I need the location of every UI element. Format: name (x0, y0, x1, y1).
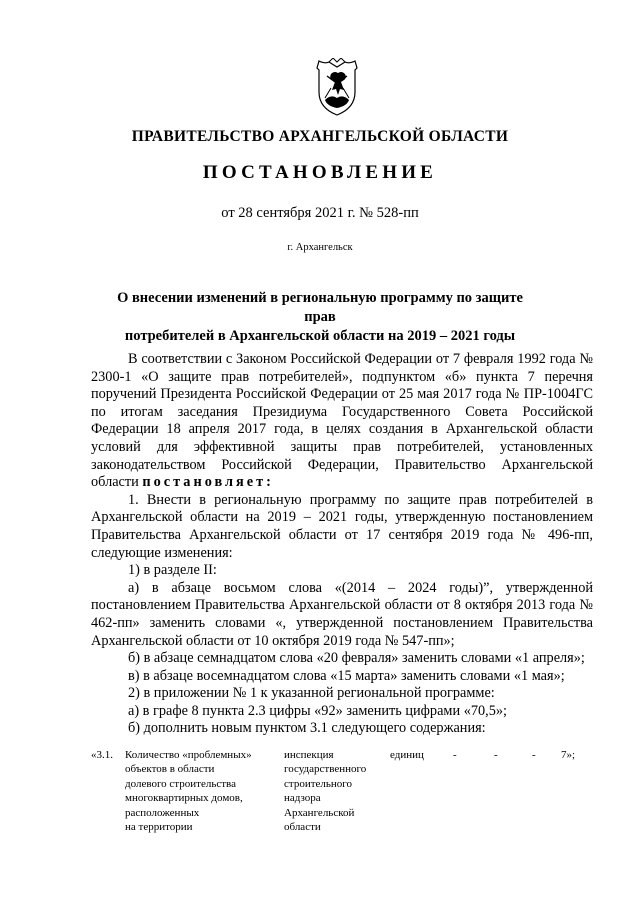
paragraph-sub-a: а) в абзаце восьмом слова «(2014 – 2024 годы)”, утвержденной постановлением Правительства Архангельской области от 8 октября 2013 года № 462-пп» заменить словами «, утвержденной постановлением Правительства Архангельской области от 10 октября 2019 года № 547-пп»; (91, 579, 593, 649)
responsible-line: области (284, 821, 321, 834)
document-title (100, 289, 540, 346)
indicator-name-line: долевого строительства (125, 777, 236, 790)
coat-of-arms-icon (313, 58, 361, 118)
indicator-name (125, 748, 285, 834)
paragraph-item-1: 1. Внести в региональную программу по защите прав потребителей в Архангельской области на 2019 – 2021 годы, утвержденную постановлением Правительства Архангельской области от 17 сентября 2019 года № 496-пп, следующие изменения: (91, 491, 593, 561)
responsible-body (284, 748, 390, 834)
document-body (91, 351, 593, 738)
target-value: 7»; (561, 749, 576, 761)
paragraph-appendix-a: а) в графе 8 пункта 2.3 цифры «92» заменить цифрами «70,5»; (128, 702, 507, 719)
responsible-line: государственного (284, 763, 367, 776)
title-line-1: О внесении изменений в региональную программу по защите прав (117, 290, 523, 325)
responsible-line: Архангельской (284, 806, 355, 819)
indicator-name-line: на территории (125, 821, 193, 834)
paragraph-section-2: 1) в разделе II: (128, 562, 217, 579)
indicator-name-line: многоквартирных домов, (125, 792, 243, 805)
indicator-name-line: Количество «проблемных» (125, 749, 252, 761)
value-2021: - (532, 749, 536, 761)
decides-word: постановляет: (142, 474, 274, 491)
responsible-line: инспекция (284, 749, 334, 761)
responsible-line: строительного (284, 777, 353, 790)
unit-of-measure: единиц (390, 749, 424, 761)
paragraph-appendix: 2) в приложении № 1 к указанной региональной программе: (128, 685, 495, 702)
paragraph-sub-b: б) в абзаце семнадцатом слова «20 февраля» заменить словами «1 апреля»; (128, 650, 585, 667)
preamble-paragraph (91, 351, 593, 492)
paragraph-sub-v: в) в абзаце восемнадцатом слова «15 марта» заменить словами «1 мая»; (128, 667, 565, 684)
preamble-text: В соответствии с Законом Российской Федерации от 7 февраля 1992 года № 2300-1 «О защите прав потребителей», подпунктом «б» пункта 7 перечня поручений Президента Российской Федерации от 25 мая 2017 года № ПР-1004ГС по итогам заседания Президиума Государственного Совета Российской Федерации 18 апреля 2017 года, в целях создания в Архангельской области условий для эффективной защиты прав потребителей, установленных законодательством Российской Федерации, Правительство Архангельской области (91, 351, 593, 491)
indicator-name-line: объектов в области (125, 763, 215, 776)
paragraph-appendix-b: б) дополнить новым пунктом 3.1 следующего содержания: (128, 720, 486, 737)
issue-city: г. Архангельск (287, 242, 353, 253)
value-2019: - (453, 749, 457, 761)
title-line-2: потребителей в Архангельской области на 2019 – 2021 годы (124, 328, 516, 344)
row-number: «3.1. (91, 749, 113, 761)
responsible-line: надзора (284, 792, 321, 805)
value-2020: - (494, 749, 498, 761)
decree-date-number: от 28 сентября 2021 г. № 528-пп (221, 205, 419, 221)
indicator-name-line: расположенных (125, 806, 200, 819)
document-type: ПОСТАНОВЛЕНИЕ (202, 162, 438, 183)
government-name: ПРАВИТЕЛЬСТВО АРХАНГЕЛЬСКОЙ ОБЛАСТИ (131, 128, 509, 145)
